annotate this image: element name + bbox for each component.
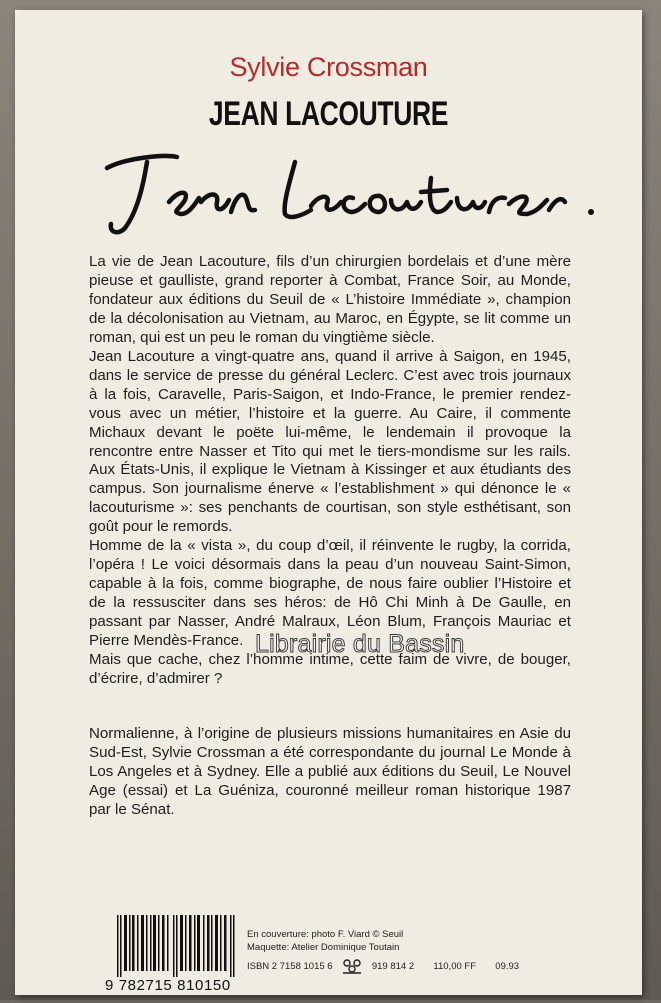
author-bio: Normalienne, à l’origine de plusieurs missions humanitaires en Asie du Sud-Est, Sylvie Crossman a été correspondante du journal Le Monde à Los Angeles et à Sydney. Elle a publié aux éditions du Seuil, Le Nouvel Age (essai) et La Guéniza, couronné meilleur roman historique 1987 par le Sénat. <box>89 725 571 818</box>
summary-paragraph: Jean Lacouture a vingt-quatre ans, quand il arrive à Saigon, en 1945, dans le service de presse du général Leclerc. C’est avec trois journaux à la fois, Caravelle, Paris-Saigon, et Indo-France, le premier rendez-vous avec un métier, l’histoire et la guerre. Au Caire, il commente Michaux devant le poëte lui-même, le lendemain il provoque la rencontre entre Nasser et Tito qui met le tiers-mondisme sur les rails. Aux États-Unis, il explique le Vietnam à Kissinger et aux étudiants des campus. Son journalisme énerve « l’establishment » qui dénonce le « lacouturisme »: ses penchants de courtisan, son style esthétisant, son goût pour le remords. <box>89 347 571 536</box>
author-name: Sylvie Crossman <box>229 52 428 82</box>
isbn: ISBN 2 7158 1015 6 <box>247 960 333 972</box>
book-back-cover <box>15 10 642 995</box>
barcode-icon <box>117 915 235 977</box>
summary-text <box>89 253 571 689</box>
summary-paragraph: La vie de Jean Lacouture, fils d’un chirurgien bordelais et d’une mère pieuse et gaulliste, grand reporter à Combat, France Soir, au Monde, fondateur aux éditions du Seuil de « L’histoire Immédiate », champion de la décolonisation au Vietnam, au Maroc, en Égypte, se lit comme un roman, qui est un peu le roman du vingtième siècle. <box>89 253 571 346</box>
barcode <box>105 915 235 1003</box>
summary-paragraph: Homme de la « vista », du coup d’œil, il réinvente le rugby, la corrida, l’opéra ! Le voici désormais dans la peau d’un nouveau Saint-Simon, capable à la fois, comme biographe, de nous faire oublier l’Histoire et de la ressusciter dans ses héros: de Hô Chi Minh à De Gaulle, en passant par Nasser, André Malraux, Léon Blum, François Mauriac et Pierre Mendès-France. <box>89 537 571 650</box>
book-title: JEAN LACOUTURE <box>208 95 449 133</box>
watermark: Librairie du Bassin <box>255 630 465 658</box>
barcode-number: 9 782715 810150 <box>105 977 231 994</box>
signature-icon <box>85 132 605 242</box>
cover-photo-credit: En couverture: photo F. Viard © Seuil <box>247 929 404 940</box>
print-date: 09.93 <box>495 960 520 972</box>
seuil-logo-icon <box>341 958 363 974</box>
catalog-code: 919 814 2 <box>371 960 415 972</box>
summary-paragraph: Mais que cache, chez l’homme intime, cette faim de vivre, de bouger, d’écrire, d’admirer ? <box>89 651 571 687</box>
credits <box>247 928 403 954</box>
price: 110,00 FF <box>433 960 477 972</box>
isbn-line <box>247 958 519 974</box>
layout-credit: Maquette: Atelier Dominique Toutain <box>247 942 400 953</box>
